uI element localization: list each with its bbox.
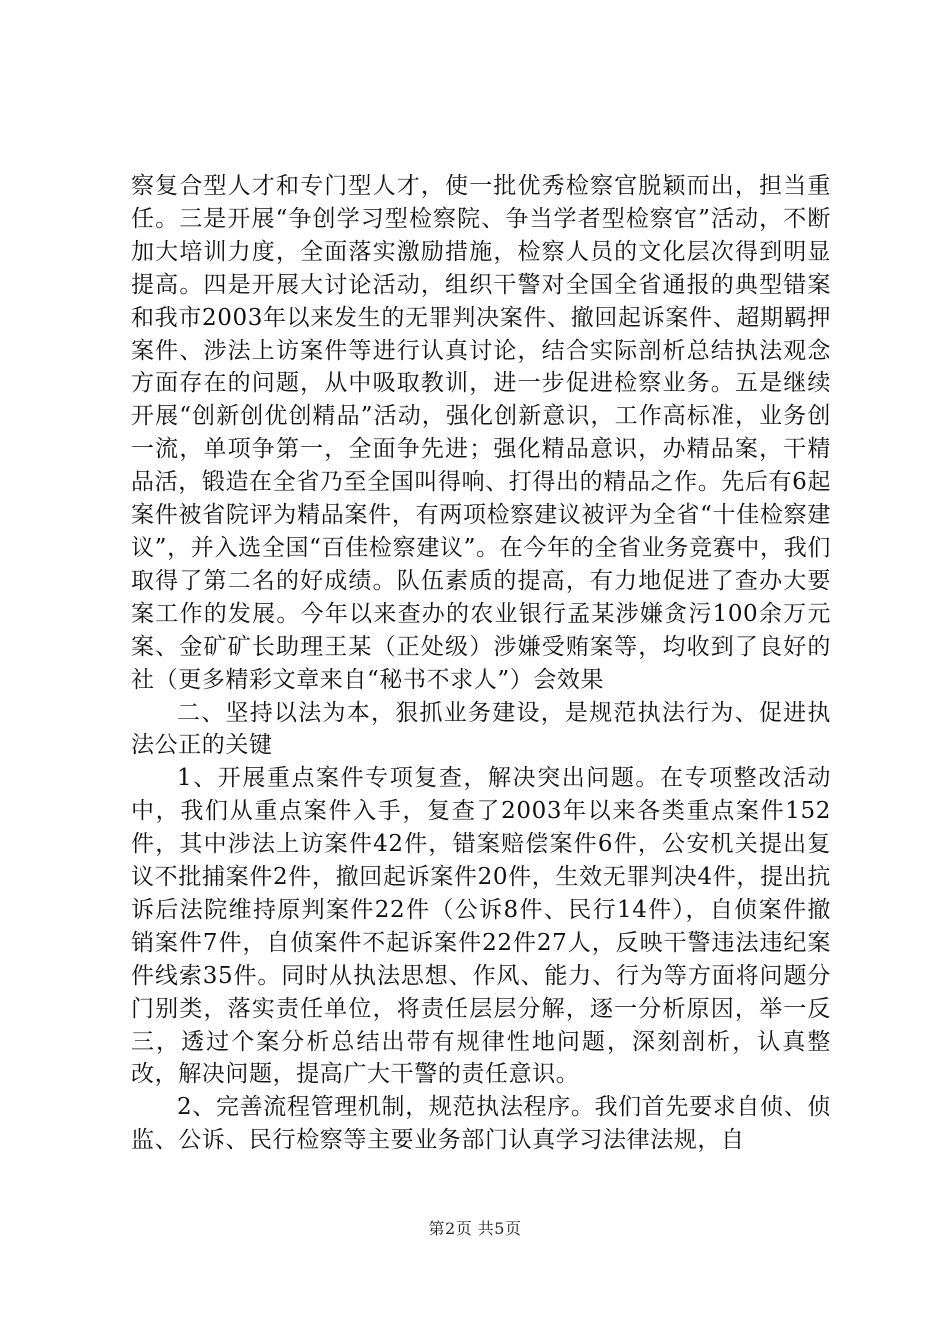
page-footer: 第2页 共5页 <box>428 1219 522 1238</box>
section-heading: 二、坚持以法为本，狠抓业务建设，是规范执法行为、促进执法公正的关键 <box>131 699 831 759</box>
numbered-item-1: 1、开展重点案件专项复查，解决突出问题。在专项整改活动中，我们从重点案件入手，复查了2003年以来各类重点案件152件，其中涉法上访案件42件，错案赔偿案件6件，公安机关提出复议不批捕案件2件，撤回起诉案件20件，生效无罪判决4件，提出抗诉后法院维持原判案件22件（公诉8件、民行14件），自侦案件撤销案件7件，自侦案件不起诉案件22件27人，反映干警违法违纪案件线索35件。同时从执法思想、作风、能力、行为等方面将问题分门别类，落实责任单位，将责任层层分解，逐一分析原因，举一反三，透过个案分析总结出带有规律性地问题，深刻剖析，认真整改，解决问题，提高广大干警的责任意识。 <box>131 765 831 1088</box>
continuation-paragraph: 察复合型人才和专门型人才，使一批优秀检察官脱颖而出，担当重任。三是开展“争创学习型检察院、争当学者型检察官”活动，不断加大培训力度，全面落实激励措施，检察人员的文化层次得到明显提高。四是开展大讨论活动，组织干警对全国全省通报的典型错案和我市2003年以来发生的无罪判决案件、撤回起诉案件、超期羁押案件、涉法上访案件等进行认真讨论，结合实际剖析总结执法观念方面存在的问题，从中吸取教训，进一步促进检察业务。五是继续开展“创新创优创精品”活动，强化创新意识，工作高标准，业务创一流，单项争第一，全面争先进；强化精品意识，办精品案，干精品活，锻造在全省乃至全国叫得响、打得出的精品之作。先后有6起案件被省院评为精品案件，有两项检察建议被评为全省“十佳检察建议”，并入选全国“百佳检察建议”。在今年的全省业务竞赛中，我们取得了第二名的好成绩。队伍素质的提高，有力地促进了查办大要案工作的发展。今年以来查办的农业银行孟某涉嫌贪污100余万元案、金矿矿长助理王某（正处级）涉嫌受贿案等，均收到了良好的社（更多精彩文章来自“秘书不求人”）会效果 <box>131 173 831 693</box>
document-body <box>131 170 831 1157</box>
numbered-item-2: 2、完善流程管理机制，规范执法程序。我们首先要求自侦、侦监、公诉、民行检察等主要业务部门认真学习法律法规，自 <box>131 1094 831 1154</box>
